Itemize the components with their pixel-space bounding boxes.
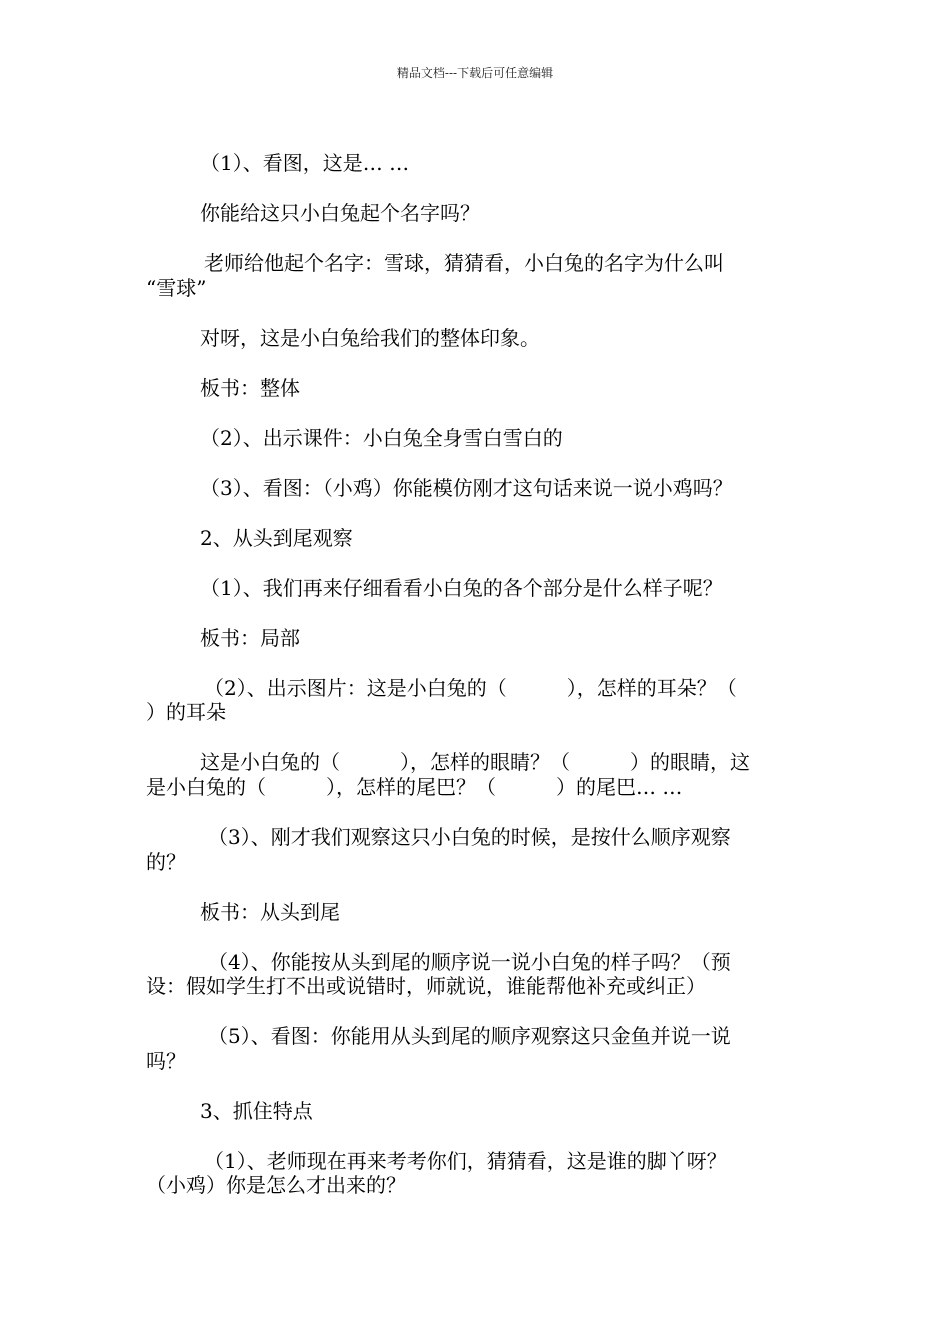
text-line: “雪球”: [146, 276, 207, 300]
page-header: 精品文档---下载后可任意编辑: [396, 66, 554, 80]
text-line: 板书：整体: [200, 376, 300, 400]
text-line: （3）、刚才我们观察这只小白兔的时候，是按什么顺序观察: [208, 825, 731, 849]
text-line: 吗？: [146, 1049, 186, 1073]
text-line: 对呀，这是小白兔给我们的整体印象。: [200, 326, 540, 350]
text-line: （1）、老师现在再来考考你们，猜猜看，这是谁的脚丫呀？: [204, 1149, 727, 1173]
text-line: （2）、出示课件：小白兔全身雪白雪白的: [200, 426, 563, 450]
text-line: 是小白兔的（ ），怎样的尾巴？（ ）的尾巴… …: [146, 775, 683, 799]
text-line: 设：假如学生打不出或说错时，师就说，谁能帮他补充或纠正）: [146, 974, 706, 998]
text-line: 的？: [146, 850, 186, 874]
text-line: 板书：局部: [200, 626, 300, 650]
text-line: 板书：从头到尾: [200, 900, 340, 924]
text-line: 你能给这只小白兔起个名字吗？: [200, 201, 480, 225]
text-line: （5）、看图：你能用从头到尾的顺序观察这只金鱼并说一说: [208, 1024, 731, 1048]
text-line: （3）、看图：（小鸡）你能模仿刚才这句话来说一说小鸡吗？: [200, 476, 733, 500]
text-line: 2、从头到尾观察: [200, 526, 353, 550]
text-line: （2）、出示图片：这是小白兔的（ ），怎样的耳朵？（: [204, 676, 737, 700]
text-line: ）的耳朵: [146, 700, 226, 724]
text-line: 这是小白兔的（ ），怎样的眼睛？（ ）的眼睛，这: [200, 750, 750, 774]
text-line: （1）、我们再来仔细看看小白兔的各个部分是什么样子呢？: [200, 576, 723, 600]
text-line: 老师给他起个名字：雪球，猜猜看，小白兔的名字为什么叫: [204, 251, 724, 275]
text-line: （1）、看图，这是… …: [200, 151, 410, 175]
text-line: （小鸡）你是怎么才出来的？: [146, 1173, 406, 1197]
text-line: （4）、你能按从头到尾的顺序说一说小白兔的样子吗？（预: [208, 950, 731, 974]
text-line: 3、抓住特点: [200, 1099, 313, 1123]
